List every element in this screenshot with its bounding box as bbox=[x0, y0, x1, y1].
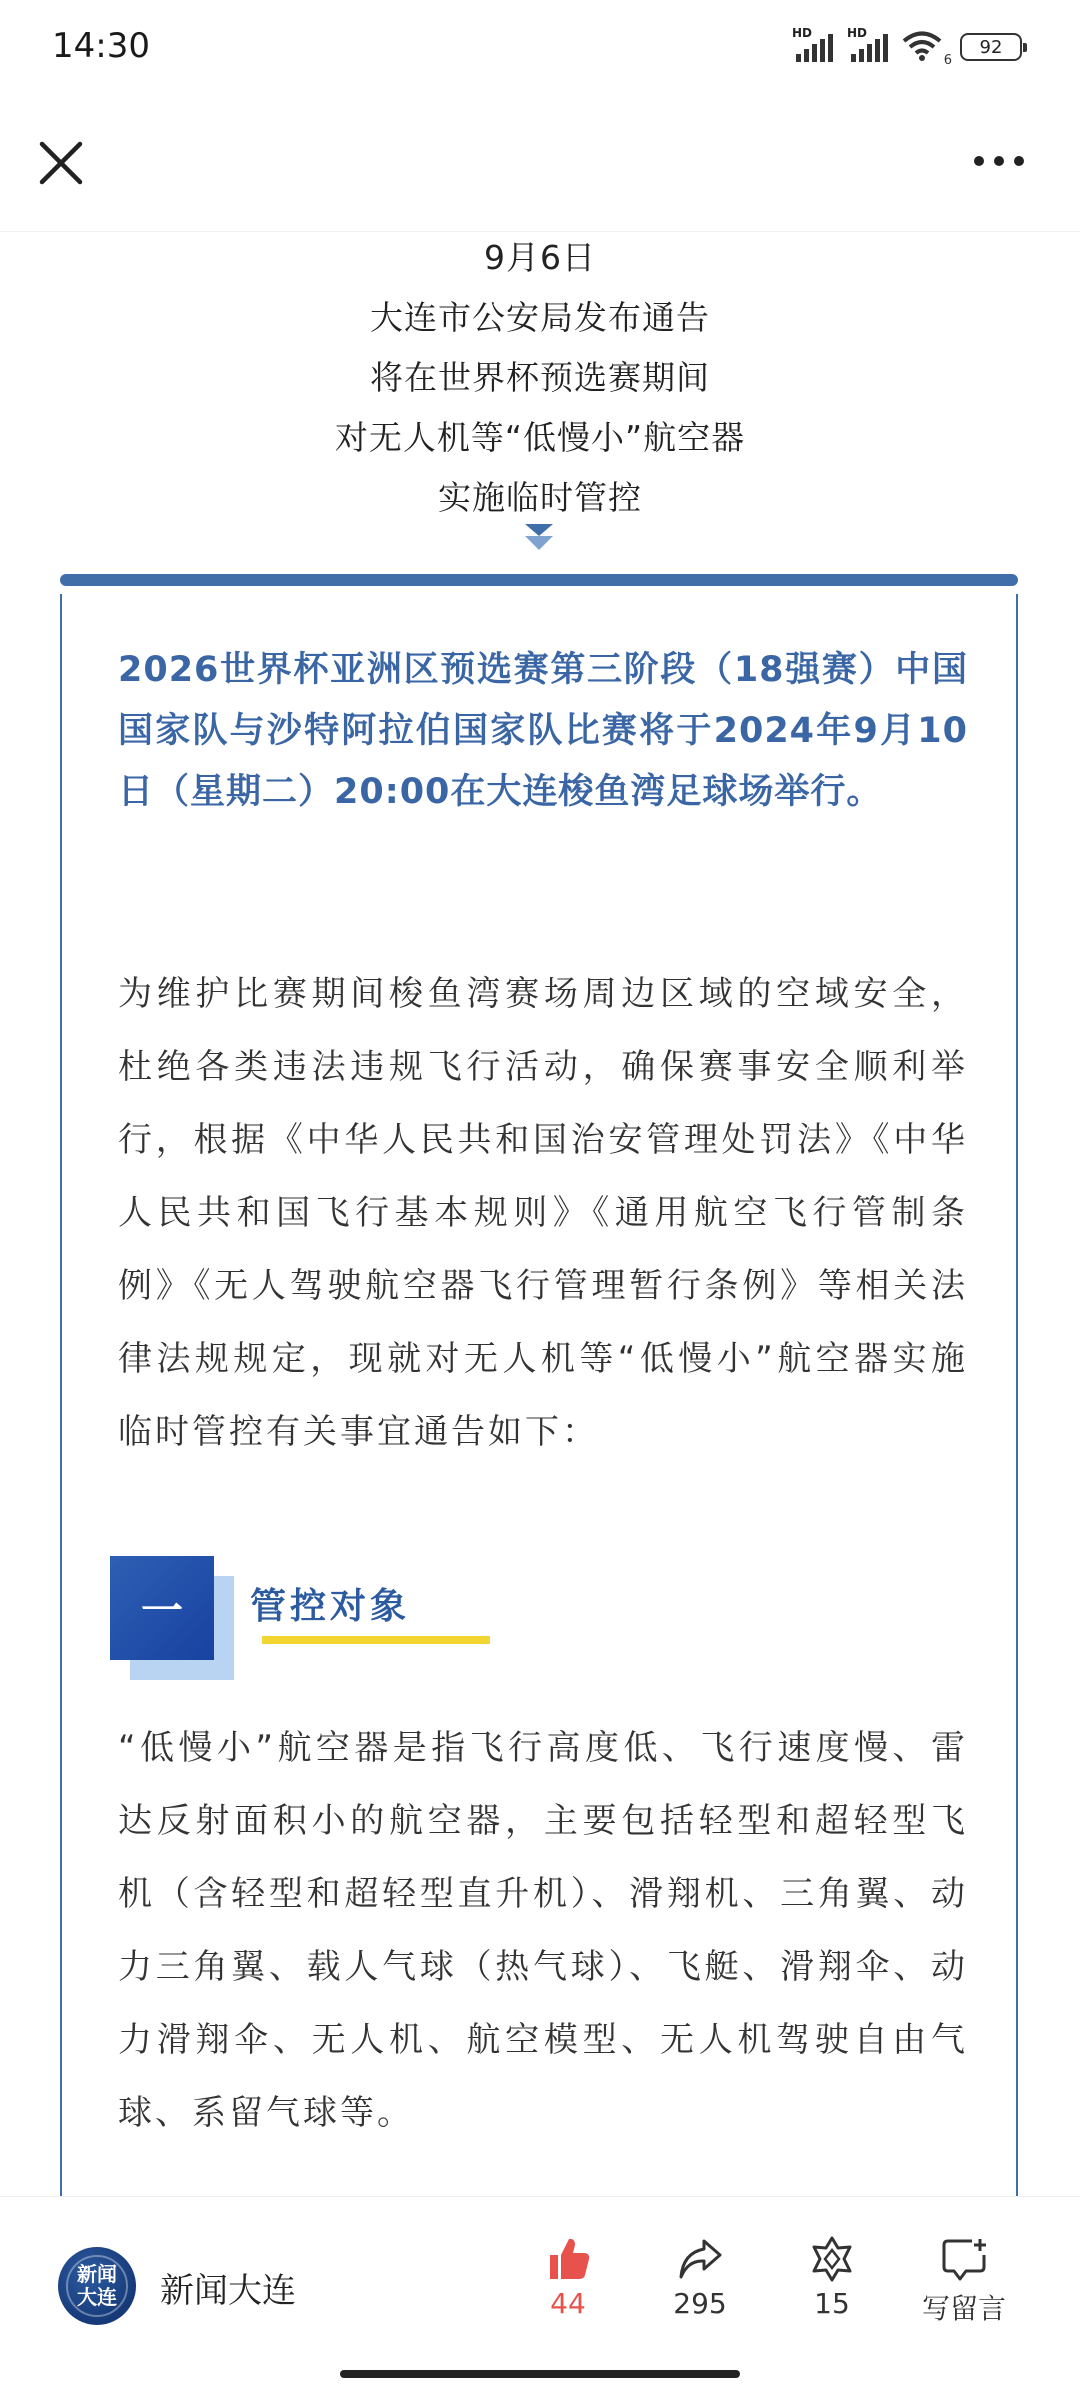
section-title-underline bbox=[262, 1636, 490, 1644]
source-name[interactable]: 新闻大连 bbox=[160, 2271, 296, 2311]
battery-icon: 92 bbox=[960, 33, 1022, 61]
share-button[interactable] bbox=[640, 2235, 760, 2320]
content-top-rule bbox=[60, 574, 1018, 586]
header-line: 将在世界杯预选赛期间 bbox=[370, 358, 710, 397]
write-comment-button[interactable] bbox=[904, 2235, 1024, 2327]
header-line: 大连市公安局发布通告 bbox=[370, 298, 710, 337]
header-date: 9月6日 bbox=[484, 238, 596, 277]
lead-paragraph: 2026世界杯亚洲区预选赛第三阶段（18强赛）中国国家队与沙特阿拉伯国家队比赛将于2024年9月10日（星期二）20:00在大连梭鱼湾足球场举行。 bbox=[118, 650, 968, 812]
star-icon bbox=[808, 2235, 856, 2283]
thumbs-up-icon bbox=[544, 2235, 592, 2283]
home-indicator[interactable] bbox=[340, 2370, 740, 2378]
share-arrow-icon bbox=[676, 2235, 724, 2283]
double-chevron-down-icon bbox=[522, 522, 556, 554]
status-bar bbox=[0, 0, 1080, 100]
article-header bbox=[0, 228, 1080, 528]
like-count: 44 bbox=[550, 2287, 586, 2320]
like-button[interactable] bbox=[508, 2235, 628, 2320]
more-options-icon[interactable] bbox=[974, 156, 1024, 166]
source-avatar[interactable]: 新闻大连 bbox=[58, 2247, 136, 2325]
header-line: 对无人机等“低慢小”航空器 bbox=[334, 418, 746, 457]
share-count: 295 bbox=[673, 2287, 727, 2320]
wifi-icon: 6 bbox=[902, 30, 946, 64]
header-line: 实施临时管控 bbox=[438, 478, 642, 517]
cellular-signal-icon: HD bbox=[792, 32, 833, 62]
body-paragraph: “低慢小”航空器是指飞行高度低、飞行速度慢、雷达反射面积小的航空器，主要包括轻型和超轻型飞机（含轻型和超轻型直升机）、滑翔机、三角翼、动力三角翼、载人气球（热气球）、飞艇、滑翔伞、动力滑翔伞、无人机、航空模型、无人机驾驶自由气球、系留气球等。 bbox=[118, 1728, 968, 2133]
section-number: 一 bbox=[110, 1556, 214, 1660]
body-paragraph: 为维护比赛期间梭鱼湾赛场周边区域的空域安全，杜绝各类违法违规飞行活动，确保赛事安全顺利举行，根据《中华人民共和国治安管理处罚法》《中华人民共和国飞行基本规则》《通用航空飞行管制条例》《无人驾驶航空器飞行管理暂行条例》等相关法律法规规定，现就对无人机等“低慢小”航空器实施临时管控有关事宜通告如下： bbox=[118, 974, 968, 1452]
section-title: 管控对象 bbox=[250, 1586, 411, 1627]
cellular-signal-icon-2: HD bbox=[847, 32, 888, 62]
favorite-button[interactable] bbox=[772, 2235, 892, 2320]
comment-add-icon bbox=[940, 2235, 988, 2283]
status-time: 14:30 bbox=[52, 26, 150, 66]
comment-label: 写留言 bbox=[921, 2292, 1006, 2325]
favorite-count: 15 bbox=[814, 2287, 850, 2320]
close-icon[interactable] bbox=[38, 140, 84, 186]
status-icons bbox=[792, 26, 1022, 68]
top-nav-bar bbox=[0, 100, 1080, 232]
